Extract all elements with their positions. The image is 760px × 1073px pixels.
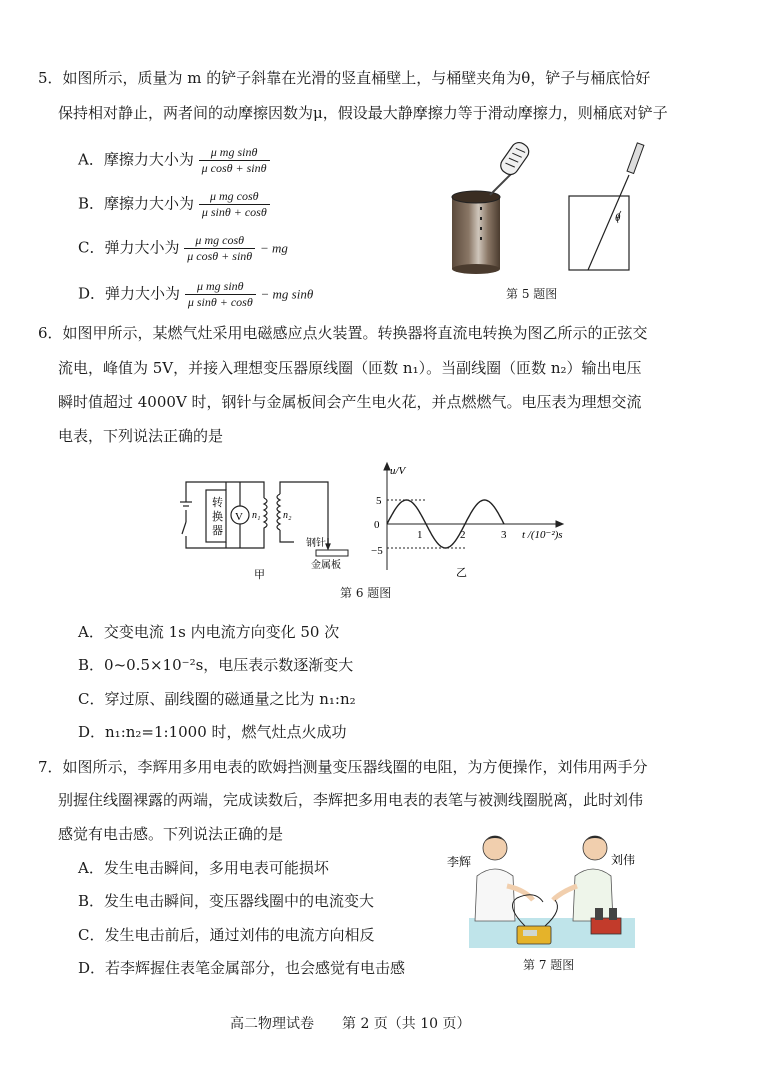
xtick: 2 [460, 529, 466, 541]
q7-option-b[interactable]: B．发生电击瞬间，变压器线圈中的电流变大 [78, 892, 375, 910]
q6-stem-line4: 电表，下列说法正确的是 [58, 427, 224, 445]
q7-option-d[interactable]: D．若李辉握住表笔金属部分，也会感觉有电击感 [78, 959, 406, 977]
q7-stem-line2: 别握住线圈裸露的两端，完成读数后，李辉把多用电表的表笔与被测线圈脱离，此时刘伟 [58, 791, 644, 809]
svg-text:转: 转 [212, 497, 223, 509]
svg-text:器: 器 [212, 525, 223, 537]
plate-label: 金属板 [311, 560, 341, 571]
option-label: B．摩擦力大小为 [78, 194, 195, 213]
option-label: A．摩擦力大小为 [78, 150, 194, 169]
q5-figure-caption: 第 5 题图 [506, 287, 558, 301]
q7-figure-caption: 第 7 题图 [523, 958, 575, 972]
bucket-illustration [452, 139, 532, 274]
svg-text:换: 换 [212, 511, 223, 523]
q5-stem-line2: 保持相对静止，两者间的动摩擦因数为μ，假设最大静摩擦力等于滑动摩擦力，则桶底对铲子 [58, 104, 668, 122]
figure-jia-label: 甲 [254, 569, 265, 581]
fraction: $\frac{\text{μ mg sinθ}}{\text{μ sinθ + cosθ}}$ [185, 279, 256, 310]
person-li-hui [475, 836, 533, 921]
theta-label: θ [615, 212, 621, 224]
bucket-schematic [569, 143, 644, 270]
q5-figure [440, 135, 680, 280]
q6-option-d[interactable]: D．n₁:n₂=1:1000 时，燃气灶点火成功 [78, 723, 347, 741]
q6-stem-line1: 6．如图甲所示，某燃气灶采用电磁感应点火装置。转换器将直流电转换为图乙所示的正弦交 [38, 324, 648, 342]
q6-option-a[interactable]: A．交变电流 1s 内电流方向变化 50 次 [78, 623, 340, 641]
n2-label: n₂ [283, 510, 292, 521]
figure-yi-label: 乙 [456, 567, 467, 579]
q7-stem-line1: 7．如图所示，李辉用多用电表的欧姆挡测量变压器线圈的电阻，为方便操作，刘伟用两手分 [38, 758, 648, 776]
q5-stem-line1: 5．如图所示，质量为 m 的铲子斜靠在光滑的竖直桶壁上，与桶壁夹角为θ，铲子与桶底恰好 [38, 69, 651, 87]
q6-stem-line3: 瞬时值超过 4000V 时，钢针与金属板间会产生电火花，并点燃燃气。电压表为理想交流 [58, 393, 642, 411]
fraction: $\frac{\text{μ mg sinθ}}{\text{μ cosθ + sinθ}}$ [199, 145, 270, 176]
option-suffix: − mg sinθ [260, 286, 314, 302]
option-label: C．弹力大小为 [78, 238, 180, 257]
label-liu-wei: 刘伟 [611, 853, 635, 867]
xtick: 1 [417, 529, 423, 541]
fraction: $\frac{\text{μ mg cosθ}}{\text{μ sinθ + cosθ}}$ [199, 189, 270, 220]
q7-stem-line3: 感觉有电击感。下列说法正确的是 [58, 825, 284, 843]
q6-figure-caption: 第 6 题图 [340, 586, 392, 600]
option-label: D．弹力大小为 [78, 284, 181, 303]
transformer [591, 918, 621, 934]
ytick: 0 [374, 519, 380, 531]
q6-voltage-graph [360, 460, 600, 585]
option-suffix: − mg [259, 240, 288, 256]
q6-option-c[interactable]: C．穿过原、副线圈的磁通量之比为 n₁:n₂ [78, 690, 356, 708]
graph-ylabel: u/V [390, 465, 406, 477]
ytick: 5 [376, 495, 382, 507]
q6-circuit-diagram [176, 470, 366, 585]
needle-label: 钢针 [306, 538, 326, 549]
footer-page-number: 第 2 页（共 10 页） [342, 1016, 471, 1032]
fraction: $\frac{\text{μ mg cosθ}}{\text{μ cosθ + sinθ}}$ [184, 233, 255, 264]
q5-option-d[interactable] [78, 279, 313, 310]
xtick: 3 [501, 529, 507, 541]
ytick: −5 [371, 545, 383, 557]
person-liu-wei [553, 836, 613, 921]
q7-illustration [445, 826, 635, 951]
q6-stem-line2: 流电，峰值为 5V，并接入理想变压器原线圈（匝数 n₁）。当副线圈（匝数 n₂）输出电压 [58, 359, 642, 377]
q7-option-a[interactable]: A．发生电击瞬间，多用电表可能损坏 [78, 859, 329, 877]
n1-label: n₁ [252, 510, 261, 521]
q6-option-b[interactable]: B．0~0.5×10⁻²s，电压表示数逐渐变大 [78, 656, 354, 674]
q5-option-b[interactable] [78, 189, 270, 220]
footer-subject: 高二物理试卷 [230, 1016, 314, 1032]
metal-plate [316, 550, 348, 556]
q5-option-a[interactable] [78, 145, 270, 176]
q7-option-c[interactable]: C．发生电击前后，通过刘伟的电流方向相反 [78, 926, 375, 944]
label-li-hui: 李辉 [447, 855, 472, 869]
voltmeter-label: V [235, 511, 243, 523]
graph-xlabel: t /(10⁻²)s [522, 529, 563, 541]
q5-option-c[interactable] [78, 233, 288, 264]
